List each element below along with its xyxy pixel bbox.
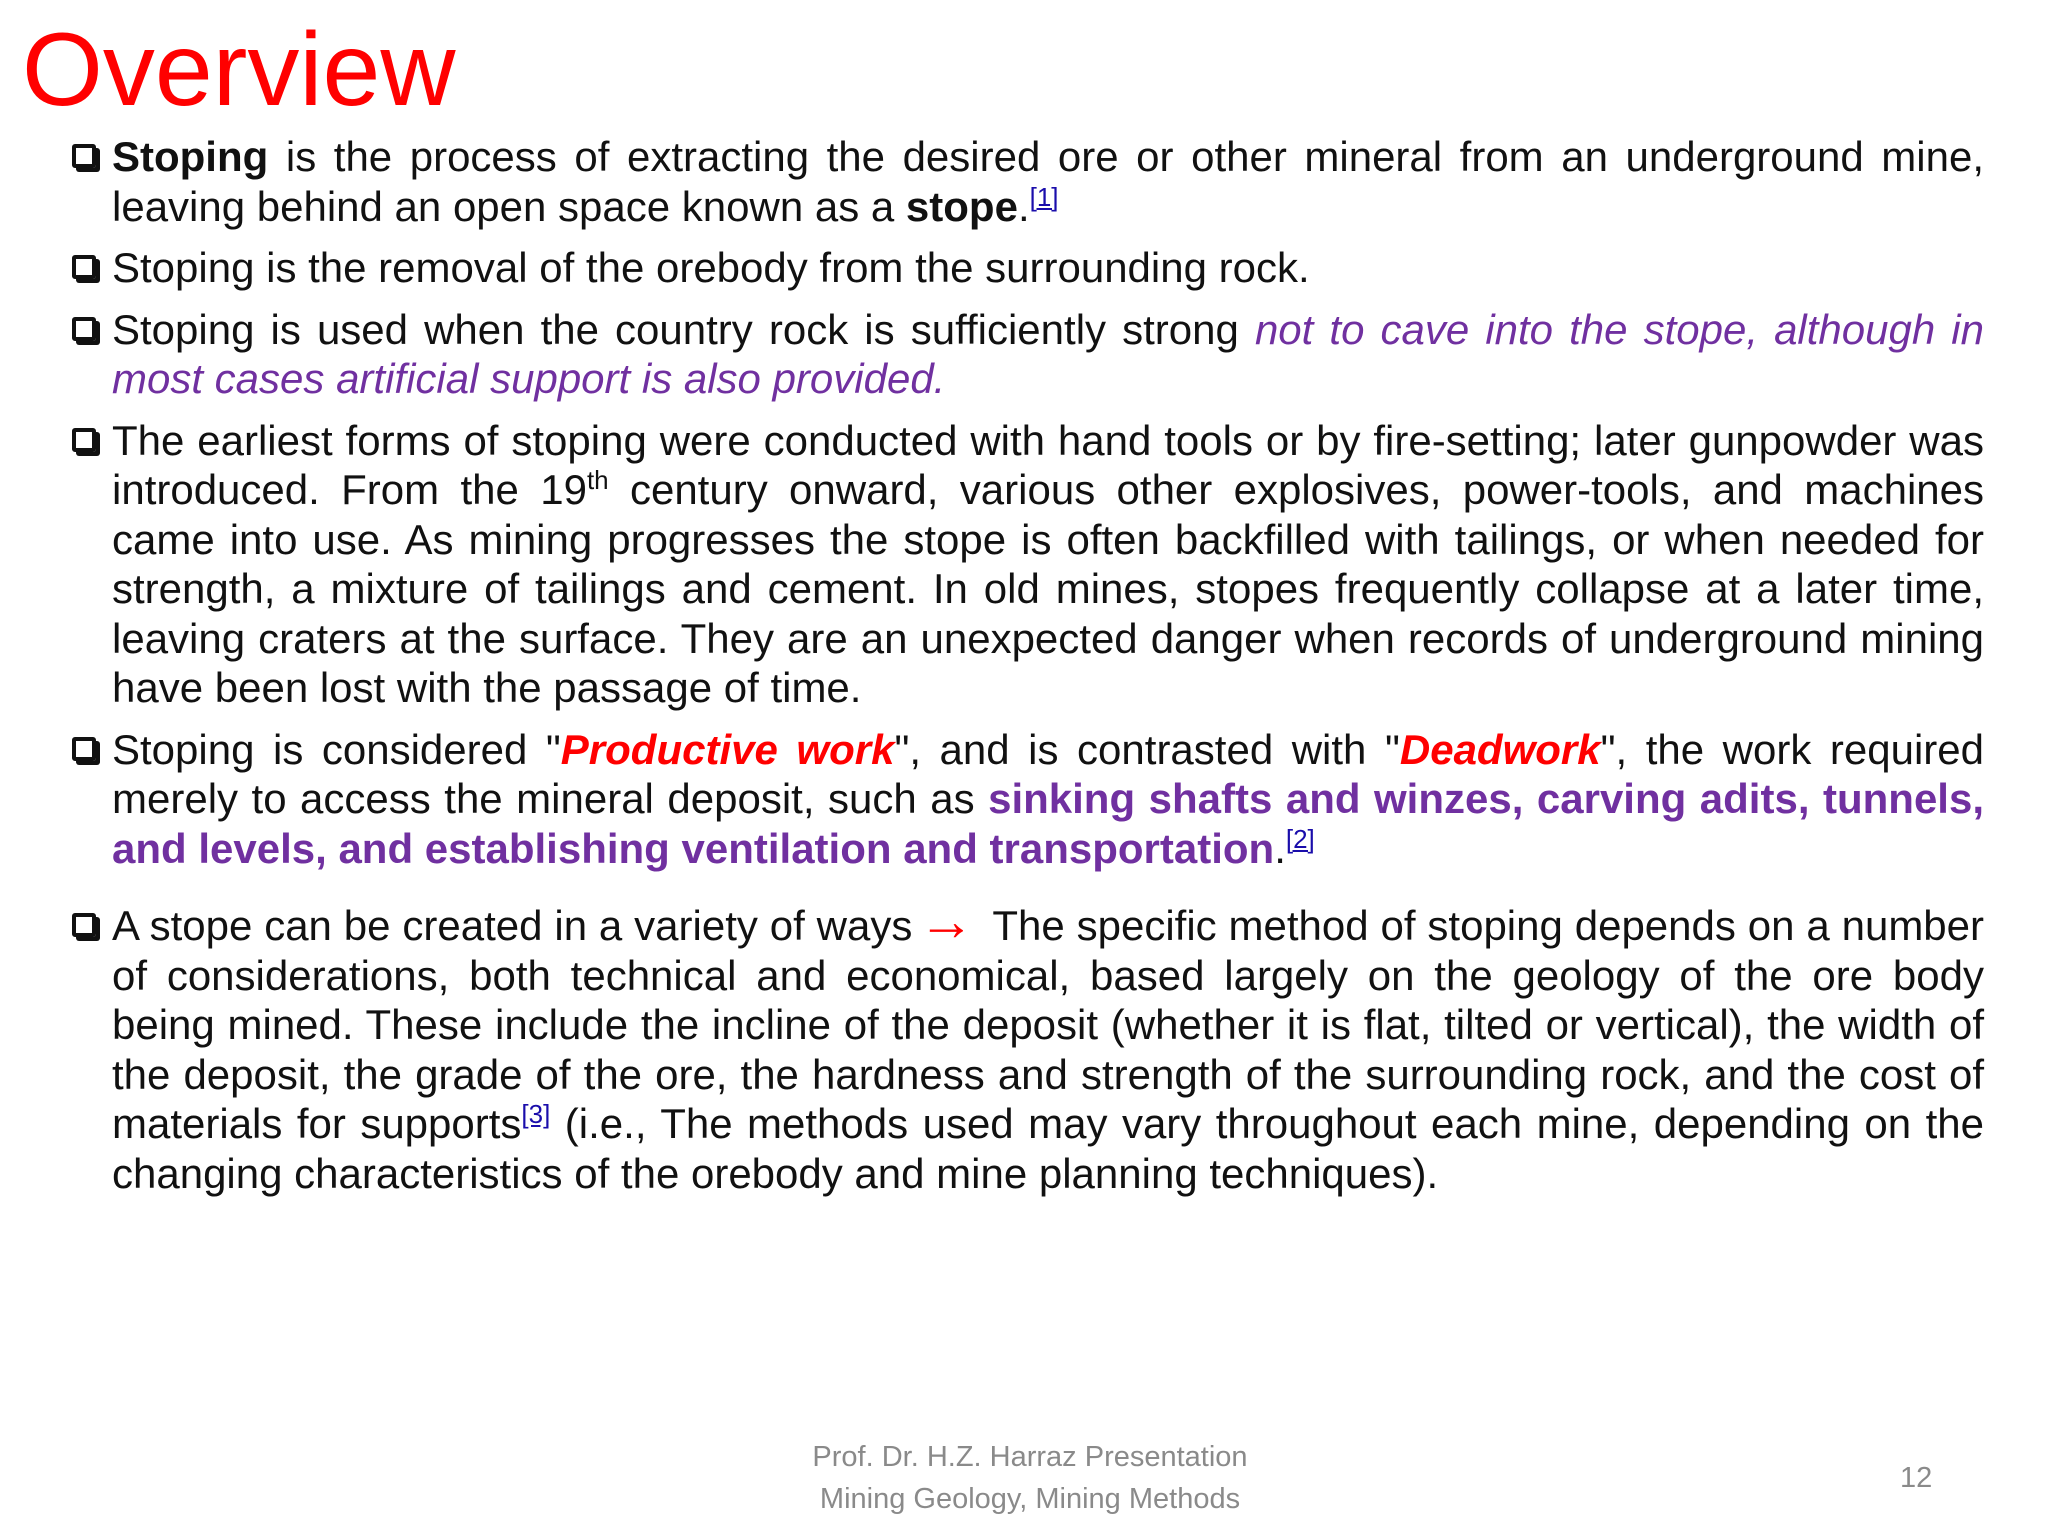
bullet-text: (i.e., The methods used may vary throughout each mine, depending on the changing characteristics of the orebody and mine planning techniques). xyxy=(112,1100,1984,1197)
bullet-text: stope xyxy=(905,182,1018,230)
page-number: 12 xyxy=(1900,1462,1933,1494)
bullet-text-emphasis: not to cave into the stope, although in most cases artificial support is also provided. xyxy=(112,305,1985,402)
bullet-item-history xyxy=(72,416,1984,713)
slide-title: Overview xyxy=(22,12,456,128)
footer-course: Mining Geology, Mining Methods xyxy=(819,1483,1241,1515)
superscript: th xyxy=(586,465,609,495)
bullet-list xyxy=(72,132,1984,1210)
bullet-text: Stoping is the removal of the orebody from the surrounding rock. xyxy=(112,244,1310,291)
reference-link-2[interactable]: [2] xyxy=(1285,823,1315,854)
bullet-text: Stoping is used when the country rock is sufficiently strong xyxy=(112,305,1255,353)
footer-author: Prof. Dr. H.Z. Harraz Presentation xyxy=(812,1441,1248,1473)
reference-link-1[interactable]: [1] xyxy=(1029,181,1059,212)
checkbox-bullet-icon xyxy=(72,737,96,761)
bullet-text-emphasis: Productive work xyxy=(560,725,895,773)
checkbox-bullet-icon xyxy=(72,144,96,168)
bullet-text: The earliest forms of stoping were conducted with hand tools or by fire-setting; later gunpowder was introduced. From the 19 xyxy=(112,416,1984,513)
reference-link-3[interactable]: [3] xyxy=(521,1099,551,1129)
bullet-text: . xyxy=(1017,182,1030,230)
bullet-text: . xyxy=(1274,824,1286,872)
right-arrow-icon: → xyxy=(918,889,975,952)
bullet-text: ", and is contrasted with " xyxy=(894,725,1400,773)
bullet-item-methods xyxy=(72,889,1985,1198)
checkbox-bullet-icon xyxy=(72,255,96,279)
bullet-text: The specific method of stoping depends on a number of considerations, both technical and economical, based largely on the geology of the ore body being mined. These include the incline of the deposit (whether it is flat, tilted or vertical), the width of the deposit, the grade of the ore, the hardness and strength of the surrounding rock, and the cost of materials for supports xyxy=(112,902,1985,1147)
bullet-text-emphasis: Deadwork xyxy=(1399,725,1601,773)
bullet-item-productive-work xyxy=(72,725,1984,874)
bullet-text-emphasis: sinking shafts and winzes, carving adits, tunnels, and levels, and establishing ventilation and transportation xyxy=(112,775,1985,872)
bullet-text: ", the work required merely to access the mineral deposit, such as xyxy=(112,725,1984,822)
bullet-item-stoping-definition xyxy=(72,132,1984,231)
bullet-item-country-rock xyxy=(72,305,1984,404)
checkbox-bullet-icon xyxy=(72,428,96,452)
bullet-item-removal xyxy=(72,243,1984,293)
bullet-text: Stoping xyxy=(112,133,269,180)
bullet-text: is the process of extracting the desired ore or other mineral from an underground mine, leaving behind an open space known as a xyxy=(112,133,1984,230)
bullet-text: Stoping is considered " xyxy=(112,725,561,773)
checkbox-bullet-icon xyxy=(72,913,96,937)
bullet-text: century onward, various other explosives, power-tools, and machines came into use. As mining progresses the stope is often backfilled with tailings, or when needed for strength, a mixture of tailings and cement. In old mines, stopes frequently collapse at a later time, leaving craters at the surface. They are an unexpected danger when records of underground mining have been lost with the passage of time. xyxy=(112,466,1985,711)
bullet-text: A stope can be created in a variety of ways xyxy=(112,902,913,949)
slide-footer xyxy=(760,1436,1300,1520)
checkbox-bullet-icon xyxy=(72,317,96,341)
